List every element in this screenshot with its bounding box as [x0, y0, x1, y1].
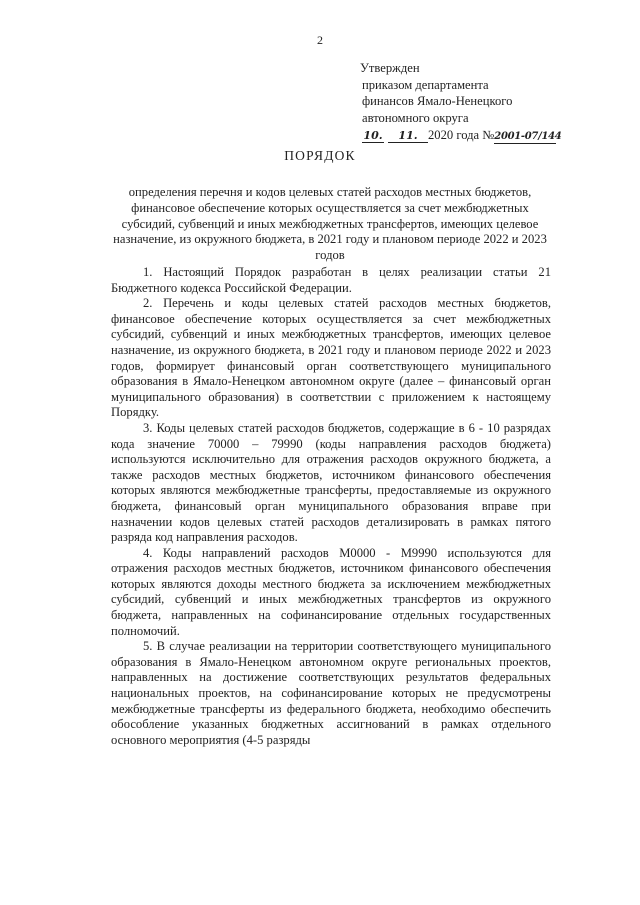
- document-subtitle: определения перечня и кодов целевых статей расходов местных бюджетов, финансовое обеспечение которых осуществляется за счет межбюджетных субсидий, субвенций и иных межбюджетных трансфертов, имеющих целевое назначение, из окружного бюджета, в 2021 году и плановом периоде 2022 и 2023 годов: [113, 185, 547, 263]
- handwritten-order-number: 2001-07/144: [494, 131, 562, 143]
- approval-stamp: [362, 60, 602, 144]
- handwritten-month: 11.: [388, 129, 428, 143]
- paragraph-5: 5. В случае реализации на территории соответствующего муниципального образования в Ямало-Ненецком автономном округе региональных проектов, направленных на достижение соответствующих результатов федеральных национальных проектов, на софинансирование которых не предусмотрены межбюджетные трансферты из федерального бюджета, необходимо обеспечить обособление указанных бюджетных ассигнований в рамках отдельного основного мероприятия (4-5 разряды: [111, 639, 551, 747]
- approval-line-department: финансов Ямало-Ненецкого: [362, 94, 513, 109]
- paragraph-2: 2. Перечень и коды целевых статей расходов местных бюджетов, финансовое обеспечение которых осуществляется за счет межбюджетных субсидий, субвенций и иных межбюджетных трансфертов, имеющих целевое назначение, из окружного бюджета, в 2021 году и плановом периоде 2022 и 2023 годов, формирует финансовый орган соответствующего муниципального образования в Ямало-Ненецком автономном округе (далее – финансовый орган муниципального образования) в соответствии с приложением к настоящему Порядку.: [111, 296, 551, 420]
- approval-line-order: приказом департамента: [362, 77, 489, 92]
- date-year-text: 2020 года №: [428, 128, 495, 143]
- document-title: ПОРЯДОК: [284, 148, 356, 163]
- handwritten-day: 10.: [363, 129, 383, 143]
- approval-line-region: автономного округа: [362, 110, 469, 125]
- paragraph-3: 3. Коды целевых статей расходов бюджетов, содержащие в 6 - 10 разрядах кода значение 70000 – 79990 (коды направления расходов бюджета) используются исключительно для отражения расходов окружного бюджета, а также расходов местных бюджетов, источником финансового обеспечения которых являются межбюджетные трансферты, предоставляемые из окружного бюджета, финансовый орган муниципального образования вправе при назначении кодов целевых статей расходов детализировать в рамках пятого разряда код направления расходов.: [111, 420, 551, 545]
- document-body: [111, 265, 551, 748]
- paragraph-4: 4. Коды направлений расходов М0000 - М9990 используются для отражения расходов местных бюджетов, источником финансового обеспечения которых являются доходы местного бюджета за исключением межбюджетных субсидий, субвенций и иных межбюджетных трансфертов из окружного бюджета, направленных на софинансирование отдельных государственных полномочий.: [111, 545, 551, 638]
- approval-line-approved: Утвержден: [360, 61, 420, 75]
- page-number: 2: [317, 33, 323, 47]
- paragraph-1: 1. Настоящий Порядок разработан в целях реализации статьи 21 Бюджетного кодекса Российской Федерации.: [111, 265, 551, 295]
- approval-date-line: [362, 127, 602, 144]
